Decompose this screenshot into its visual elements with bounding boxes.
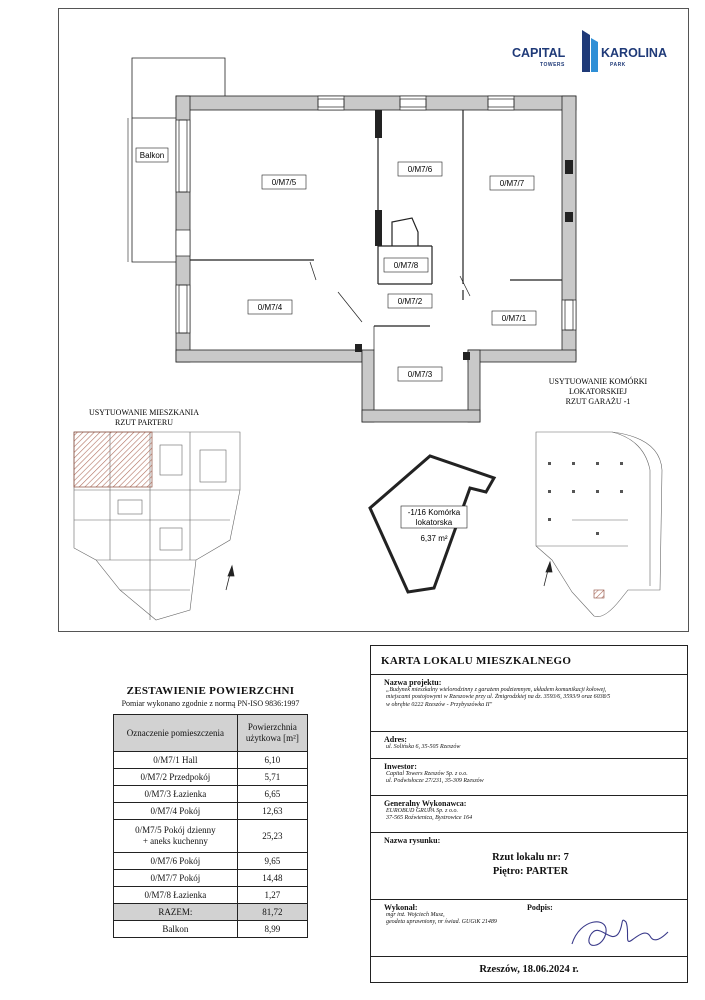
- north-arrow-icon: [226, 566, 234, 590]
- drawing-label: Nazwa rysunku:: [384, 836, 441, 845]
- storage-area: 6,37 m²: [420, 534, 448, 543]
- room-name-line2: + aneks kuchenny: [142, 836, 208, 846]
- place-date: Rzeszów, 18.06.2024 r.: [479, 964, 579, 975]
- investor-label: Inwestor:: [384, 762, 417, 771]
- room-area: 9,65: [237, 853, 307, 870]
- summary-subtitle: Pomiar wykonano zgodnie z normą PN-ISO 9836:1997: [121, 699, 300, 708]
- location-map-ground: [74, 408, 240, 620]
- room-label-m2: 0/M7/2: [397, 297, 423, 306]
- contractor-text-1: EUROBUD GRUPA Sp. z o.o.: [386, 808, 458, 814]
- columns: [355, 110, 573, 360]
- table-row: [114, 887, 308, 904]
- table-row: [114, 803, 308, 820]
- location-garage-level: RZUT GARAŻU -1: [565, 397, 631, 406]
- drawing-name-1: Rzut lokalu nr: 7: [492, 852, 569, 863]
- room-label-m1: 0/M7/1: [501, 314, 527, 323]
- author-text-2: geodeta uprawniony, nr świad. GUGiK 21489: [386, 919, 497, 926]
- room-name: 0/M7/3 Łazienka: [114, 786, 238, 803]
- contractor-label: Generalny Wykonawca:: [384, 799, 467, 808]
- total-area: 81,72: [237, 904, 307, 921]
- investor-section: [371, 759, 687, 796]
- logo-towers: TOWERS: [540, 62, 565, 68]
- author-section: [371, 900, 687, 957]
- total-label: RAZEM:: [114, 904, 238, 921]
- main-plan: [128, 58, 576, 422]
- storage-label-2: lokatorska: [415, 518, 453, 527]
- table-row-balcony: [114, 921, 308, 938]
- signature-label: Podpis:: [527, 903, 553, 912]
- table-header: [114, 715, 308, 752]
- header-area-line1: Powierzchnia: [247, 722, 297, 732]
- area-table: [113, 714, 308, 938]
- location-ground-title: USYTUOWANIE MIESZKANIA: [89, 408, 199, 417]
- apartment-highlight: [74, 432, 152, 487]
- drawing-name-2: Piętro: PARTER: [492, 866, 569, 877]
- room-label-m4: 0/M7/4: [257, 303, 283, 312]
- room-area: 6,10: [237, 752, 307, 769]
- table-row: [114, 870, 308, 887]
- project-text-3: w obrębie 0222 Rzeszów - Przybyszówka II": [386, 701, 493, 708]
- contractor-section: [371, 796, 687, 833]
- room-name: [114, 820, 238, 853]
- logo: [512, 30, 667, 72]
- room-label-m3: 0/M7/3: [407, 370, 433, 379]
- location-garage-title: USYTUOWANIE KOMÓRKI: [548, 377, 648, 386]
- room-name: 0/M7/6 Pokój: [114, 853, 238, 870]
- author-text-1: mgr inż. Wojciech Musz,: [386, 912, 445, 918]
- drawing-section: [371, 833, 687, 900]
- investor-text-2: ul. Podwisłocze 27/231, 35-309 Rzeszów: [386, 778, 484, 785]
- summary-title: ZESTAWIENIE POWIERZCHNI: [126, 685, 295, 697]
- room-area: 1,27: [237, 887, 307, 904]
- table-row: [114, 786, 308, 803]
- logo-karolina: KAROLINA: [601, 46, 667, 60]
- storage-label-1: -1/16 Komórka: [407, 508, 461, 517]
- location-map-garage: [536, 376, 662, 617]
- balcony-area: 8,99: [237, 921, 307, 938]
- header-room: Oznaczenie pomieszczenia: [114, 715, 238, 752]
- room-area: 6,65: [237, 786, 307, 803]
- room-name: 0/M7/7 Pokój: [114, 870, 238, 887]
- table-row: [114, 820, 308, 853]
- project-text-1: „Budynek mieszkalny wielorodzinny z garażem podziemnym, układem komunikacji kołowej,: [386, 687, 607, 693]
- header-area-line2: użytkowa [m²]: [245, 733, 299, 743]
- author-label: Wykonał:: [384, 903, 418, 912]
- room-name: 0/M7/2 Przedpokój: [114, 769, 238, 786]
- logo-capital: CAPITAL: [512, 46, 566, 60]
- header-area: [237, 715, 307, 752]
- location-garage-subtitle: LOKATORSKIEJ: [568, 387, 628, 396]
- room-area: 25,23: [237, 820, 307, 853]
- project-text-2: miejscami postojowymi w Rzeszowie przy ul. Żmigrodzkiej na dz. 3593/6, 3593/9 oraz 6038/5: [386, 694, 611, 701]
- investor-text-1: Capital Towers Rzeszów Sp. z o.o.: [386, 771, 468, 777]
- room-label-m8: 0/M7/8: [393, 261, 419, 270]
- card-title: KARTA LOKALU MIESZKALNEGO: [371, 646, 687, 675]
- outer-walls: [176, 96, 576, 422]
- table-row: [114, 769, 308, 786]
- table-row: [114, 752, 308, 769]
- storage-unit: [370, 456, 494, 592]
- logo-tower-icon-2: [591, 38, 598, 72]
- room-name-line1: 0/M7/5 Pokój dzienny: [135, 825, 216, 835]
- table-row: [114, 853, 308, 870]
- project-label: Nazwa projektu:: [384, 678, 442, 687]
- room-name: 0/M7/1 Hall: [114, 752, 238, 769]
- north-arrow-icon-garage: [544, 562, 552, 586]
- room-label-m5: 0/M7/5: [271, 178, 297, 187]
- address-label: Adres:: [384, 735, 407, 744]
- title-card: [370, 645, 688, 983]
- storage-highlight: [594, 590, 604, 598]
- room-label-m7: 0/M7/7: [499, 179, 525, 188]
- address-section: [371, 732, 687, 759]
- table-row-total: [114, 904, 308, 921]
- room-area: 5,71: [237, 769, 307, 786]
- address-text: ul. Solińska 6, 35-505 Rzeszów: [386, 744, 461, 750]
- contractor-text-2: 37-565 Roźwienica, Bystrowice 164: [386, 815, 473, 822]
- area-summary: [113, 685, 308, 938]
- room-name: 0/M7/4 Pokój: [114, 803, 238, 820]
- room-label-balkon: Balkon: [139, 151, 165, 160]
- logo-tower-icon: [582, 30, 590, 72]
- balcony-label: Balkon: [114, 921, 238, 938]
- location-ground-subtitle: RZUT PARTERU: [115, 418, 173, 427]
- room-name: 0/M7/8 Łazienka: [114, 887, 238, 904]
- room-area: 12,63: [237, 803, 307, 820]
- room-area: 14,48: [237, 870, 307, 887]
- project-section: [371, 675, 687, 732]
- room-label-m6: 0/M7/6: [407, 165, 433, 174]
- logo-park: PARK: [610, 62, 626, 68]
